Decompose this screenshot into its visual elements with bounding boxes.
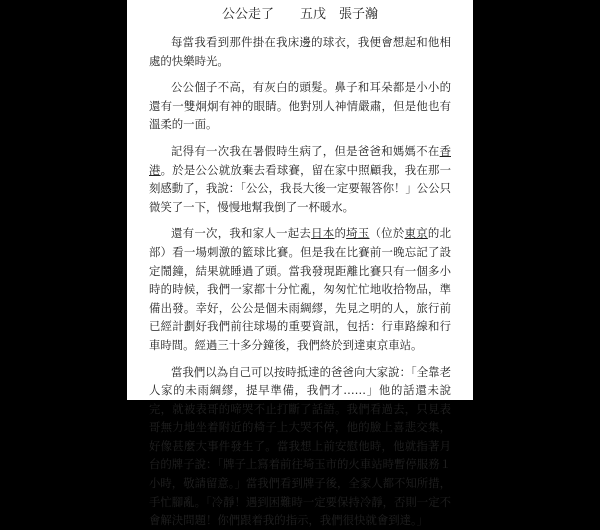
document-page — [127, 0, 473, 528]
place-name: 香港 — [149, 143, 451, 177]
place-name: 埼玉 — [346, 226, 370, 241]
paragraph-2: 公公個子不高，有灰白的頭髮。鼻子和耳朵都是小小的還有一雙炯炯有神的眼睛。他對別人神情嚴肅，但是他也有溫柔的一面。 — [149, 80, 451, 132]
paragraph-1: 每當我看到那件掛在我床邊的球衣，我便會想起和他相處的快樂時光。 — [149, 35, 451, 68]
document-title: 公公走了 五戊 張子瀚 — [221, 7, 378, 22]
place-name: 日本 — [311, 226, 335, 241]
paragraph-5: 當我們以為自己可以按時抵達的爸爸向大家說：「全靠老人家的未雨綢繆，提早準備，我們才……」他的話還未說完，就被表哥的啼哭不止打斷了話語。我們看過去，只見表哥無力地坐着附近的椅子上大哭不停，他的臉上喜悲交集，好像甚麼大事件發生了。當我想上前安慰他時，他就指著月台的牌子說：「牌子上寫着前往埼玉市的火車站時暫停服務１小時，敬請留意。」當我們看到牌子後，全家人都不知所措，手忙腳亂。「冷靜！遇到困難時一定要保持冷靜，否則一定不會解決問題！你們跟着我的指示，我們很快就會到達。」 — [149, 364, 451, 528]
paragraph-3: 記得有一次我在暑假時生病了，但是爸爸和媽媽不在香港。於是公公就放棄去看球賽，留在家中照顧我，我在那一刻感動了，我說：「公公，我長大後一定要報答你！」公公只微笑了一下，慢慢地幫我倒了一杯暖水。 — [149, 143, 451, 214]
place-name: 東京 — [404, 226, 428, 241]
paragraph-4: 還有一次，我和家人一起去日本的埼玉（位於東京的北部）看一場刺激的籃球比賽。但是我在比賽前一晚忘記了設定鬧鐘，結果就睡過了頭。當我發現距離比賽只有一個多小時的時候，我們一家都十分忙亂，匆匆忙忙地收拾物品，準備出發。幸好，公公是個未雨綢繆，先見之明的人，旅行前已經計劃好我們前往球場的重要資訊，包括：行車路線和行車時間。經過三十多分鐘後，我們終於到達東京車站。 — [149, 226, 451, 352]
